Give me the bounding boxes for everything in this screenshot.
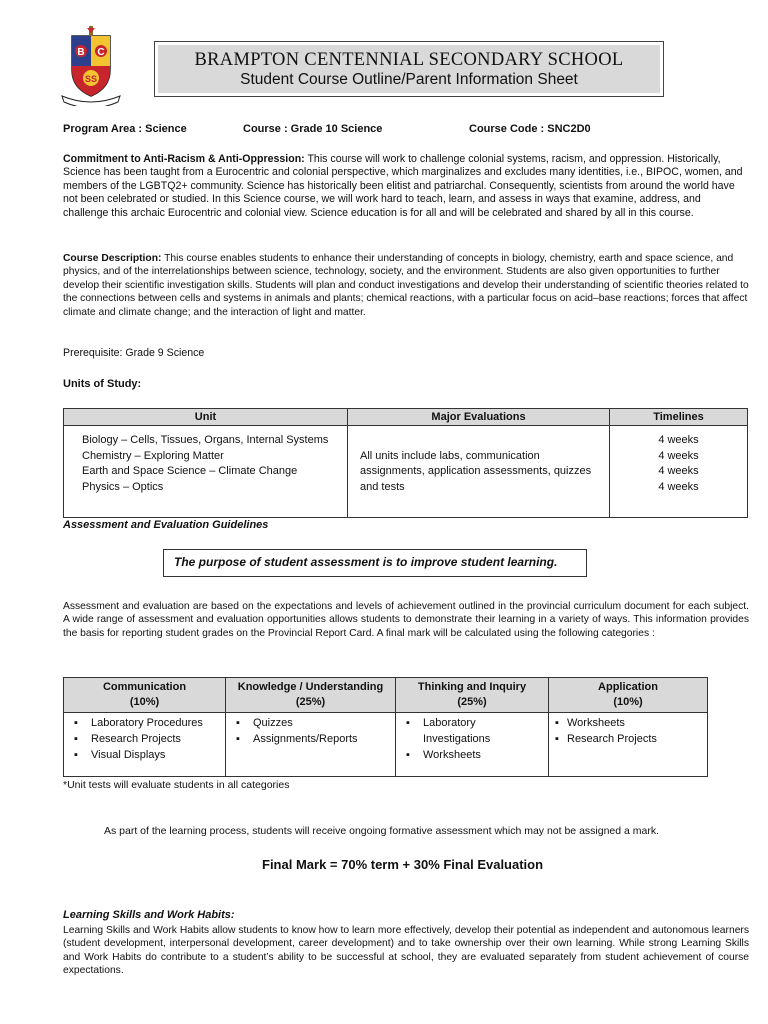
course-code: Course Code : SNC2D0: [469, 123, 591, 135]
list-item: ▪ Research Projects: [555, 731, 701, 747]
list-item: ▪ Worksheets: [406, 747, 542, 763]
list-item: ▪ Research Projects: [74, 731, 219, 747]
timeline-item: 4 weeks: [658, 465, 699, 478]
category-weight: (25%): [295, 696, 326, 708]
assessment-paragraph: Assessment and evaluation are based on the expectations and levels of achievement outlined in the provincial curriculum document for each subject. A wide range of assessment and evaluation opportunities allows students to demonstrate their learning in a variety of ways. This information provides the basis for reporting student grades on the Provincial Report Card. A final mark will be calculated using the following categories :: [63, 601, 749, 639]
category-weight: (10%): [129, 696, 160, 708]
category-name: Application: [598, 681, 658, 693]
title-banner: [154, 41, 664, 97]
category-name: Thinking and Inquiry: [417, 681, 527, 693]
school-name: BRAMPTON CENTENNIAL SECONDARY SCHOOL: [194, 50, 624, 70]
learning-skills-heading: Learning Skills and Work Habits:: [63, 909, 235, 921]
course-description-paragraph: [63, 252, 749, 319]
commitment-text: This course will work to challenge colonial systems, racism, and oppression. Historically, Science has been taught from a Eurocentric and colonial perspective, which marginalizes and excludes many identities, i.e., BIPOC, women, and members of the LGBTQ2+ community. Science has historically been elitist and patriarchal. Consequently, scientists from around the world have not been celebrated or studied. In this Science course, we will work hard to teach, learn, and assess in ways that examine, address, and challenge this archaic Eurocentric and colonial view. Science education is for all and will be celebrated and shared by all in this course.: [63, 153, 743, 219]
list-item: ▪ Assignments/Reports: [236, 731, 389, 747]
category-header: [396, 678, 549, 713]
purpose-statement: The purpose of student assessment is to improve student learning.: [163, 549, 587, 577]
timeline-item: 4 weeks: [658, 449, 699, 462]
units-header-evaluations: Major Evaluations: [348, 409, 610, 426]
school-crest-logo: [60, 26, 122, 106]
program-area: Program Area : Science: [63, 123, 187, 135]
timeline-item: 4 weeks: [658, 480, 699, 493]
category-items-cell: [226, 713, 396, 777]
category-header: [64, 678, 226, 713]
category-header: [226, 678, 396, 713]
description-text: This course enables students to enhance their understanding of concepts in biology, chemistry, earth and space science, and physics, and of the interrelationships between science, technology, society, and the environment. Students are also given opportunities to further develop their scientific investigation skills. Students will plan and conduct investigations and develop their understanding of scientific theories related to the connections between cells and systems in animals and plants; chemical reactions, with a particular focus on acid–base reactions; forces that affect climate and climate change; and the interaction of light and matter.: [63, 253, 749, 318]
category-name: Communication: [102, 681, 187, 693]
timelines-cell: [610, 426, 748, 518]
crest-letter-b: B: [77, 47, 85, 58]
evaluations-cell: All units include labs, communication assignments, application assessments, quizzes and tests: [348, 426, 610, 518]
unit-tests-note: *Unit tests will evaluate students in all categories: [63, 779, 290, 791]
formative-note: As part of the learning process, students will receive ongoing formative assessment which may not be assigned a mark.: [104, 825, 660, 837]
course-name: Course : Grade 10 Science: [243, 123, 383, 135]
category-items-cell: [549, 713, 708, 777]
list-item: ▪ Laboratory Investigations: [406, 715, 542, 747]
description-label: Course Description:: [63, 253, 162, 264]
category-header: [549, 678, 708, 713]
unit-item: Chemistry – Exploring Matter: [82, 449, 224, 462]
category-items-cell: [396, 713, 549, 777]
unit-item: Earth and Space Science – Climate Change: [82, 465, 298, 478]
units-list-cell: [64, 426, 348, 518]
crest-letter-c: C: [97, 47, 105, 58]
learning-skills-paragraph: Learning Skills and Work Habits allow students to know how to learn more effectively, develop their potential as independent and autonomous learners (student development, interpersonal development, career development) and to take ownership over their own learning. While strong Learning Skills and Work Habits do contribute to a student’s ability to be successful at school, they are evaluated separately from student achievement of course expectations.: [63, 925, 749, 977]
unit-item: Biology – Cells, Tissues, Organs, Internal Systems: [82, 434, 329, 446]
units-header-unit: Unit: [64, 409, 348, 426]
final-mark: Final Mark = 70% term + 30% Final Evaluation: [262, 857, 544, 872]
categories-table: [63, 677, 708, 777]
category-weight: (25%): [457, 696, 487, 708]
category-weight: (10%): [613, 696, 643, 708]
sheet-title: Student Course Outline/Parent Information Sheet: [240, 71, 578, 88]
crest-letter-ss: SS: [84, 74, 98, 84]
list-item: ▪ Quizzes: [236, 715, 389, 731]
list-item: ▪ Worksheets: [555, 715, 701, 731]
commitment-paragraph: [63, 153, 749, 220]
units-heading: Units of Study:: [63, 378, 142, 390]
prerequisite: Prerequisite: Grade 9 Science: [63, 347, 205, 359]
timeline-item: 4 weeks: [658, 434, 699, 446]
list-item: ▪ Visual Displays: [74, 747, 219, 763]
commitment-label: Commitment to Anti-Racism & Anti-Oppression:: [63, 153, 305, 165]
assessment-heading: Assessment and Evaluation Guidelines: [63, 519, 269, 531]
list-item: ▪ Laboratory Procedures: [74, 715, 219, 731]
category-name: Knowledge / Understanding: [237, 681, 384, 693]
category-items-cell: [64, 713, 226, 777]
units-header-timelines: Timelines: [610, 409, 748, 426]
unit-item: Physics – Optics: [82, 480, 164, 493]
units-table: [63, 408, 748, 518]
